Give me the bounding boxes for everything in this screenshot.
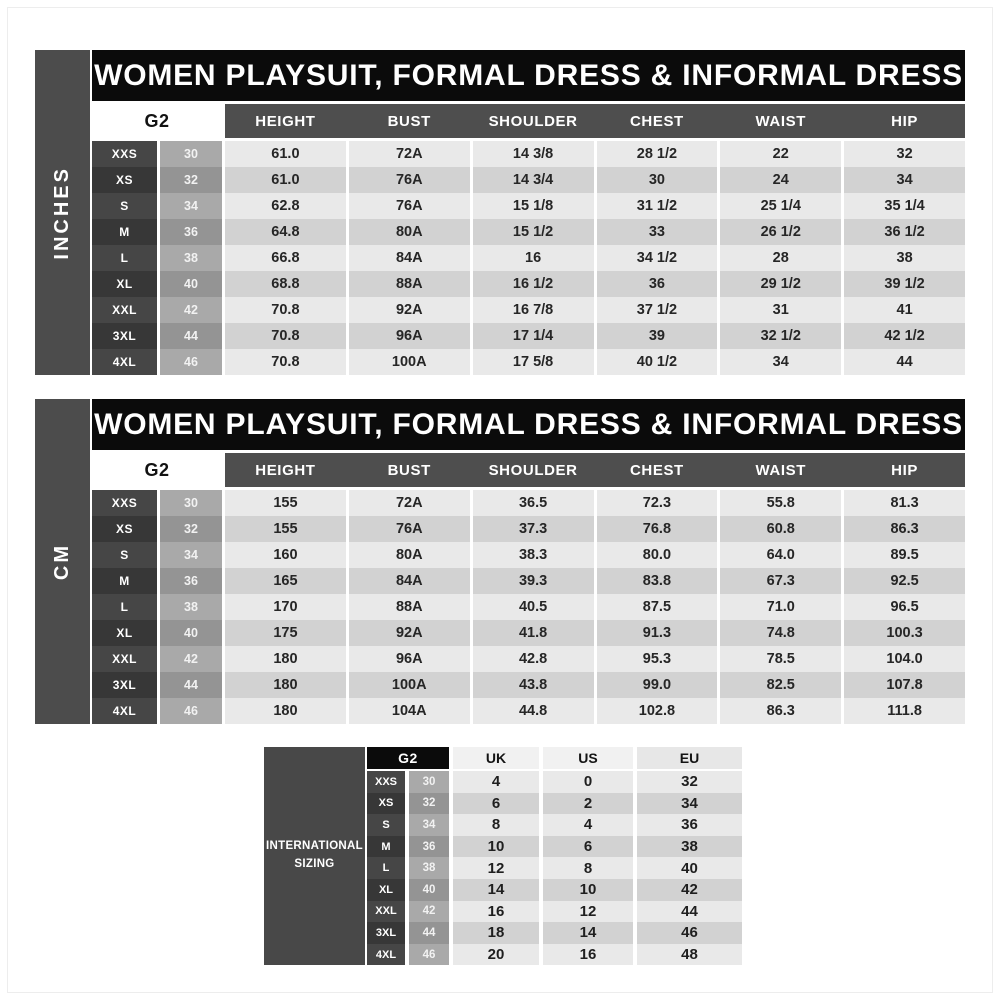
value-cell: 100A bbox=[349, 349, 470, 375]
value-cell: 82.5 bbox=[720, 672, 841, 698]
column-header-hip: HIP bbox=[891, 112, 918, 130]
value-cell: 92A bbox=[349, 620, 470, 646]
size-label: S bbox=[92, 193, 157, 219]
column-header-waist: WAIST bbox=[755, 112, 806, 130]
cm-column-headers bbox=[225, 453, 965, 487]
cm-unit-bar bbox=[35, 399, 90, 724]
value-cell: 37 1/2 bbox=[597, 297, 718, 323]
value-cell: 70.8 bbox=[225, 297, 346, 323]
value-cell: 32 bbox=[637, 771, 742, 793]
value-cell: 155 bbox=[225, 516, 346, 542]
value-cell: 16 bbox=[473, 245, 594, 271]
size-number: 46 bbox=[409, 944, 449, 966]
value-cell: 86.3 bbox=[720, 698, 841, 724]
value-cell: 170 bbox=[225, 594, 346, 620]
size-label: L bbox=[92, 245, 157, 271]
size-label: XS bbox=[92, 167, 157, 193]
value-cell: 36 bbox=[597, 271, 718, 297]
cm-size-table bbox=[35, 399, 965, 724]
value-cell: 20 bbox=[453, 944, 539, 966]
size-number: 32 bbox=[409, 793, 449, 815]
size-number: 30 bbox=[160, 141, 222, 167]
value-cell: 78.5 bbox=[720, 646, 841, 672]
value-cell: 175 bbox=[225, 620, 346, 646]
value-cell: 14 bbox=[453, 879, 539, 901]
size-label: 3XL bbox=[92, 672, 157, 698]
size-label: M bbox=[367, 836, 405, 858]
value-cell: 14 3/8 bbox=[473, 141, 594, 167]
value-cell: 95.3 bbox=[597, 646, 718, 672]
value-cell: 104A bbox=[349, 698, 470, 724]
value-cell: 17 5/8 bbox=[473, 349, 594, 375]
value-cell: 40.5 bbox=[473, 594, 594, 620]
column-header-height: HEIGHT bbox=[255, 461, 316, 479]
value-cell: 48 bbox=[637, 944, 742, 966]
value-cell: 64.0 bbox=[720, 542, 841, 568]
value-cell: 80A bbox=[349, 219, 470, 245]
inches-unit-label: INCHES bbox=[51, 165, 73, 260]
size-label: M bbox=[92, 219, 157, 245]
value-cell: 28 1/2 bbox=[597, 141, 718, 167]
size-number: 40 bbox=[160, 271, 222, 297]
value-cell: 72A bbox=[349, 490, 470, 516]
column-header-eu: EU bbox=[637, 747, 742, 769]
column-header-hip: HIP bbox=[891, 461, 918, 479]
value-cell: 10 bbox=[453, 836, 539, 858]
value-cell: 70.8 bbox=[225, 349, 346, 375]
value-cell: 76.8 bbox=[597, 516, 718, 542]
size-label: 4XL bbox=[367, 944, 405, 966]
value-cell: 180 bbox=[225, 646, 346, 672]
cm-table-title: WOMEN PLAYSUIT, FORMAL DRESS & INFORMAL DRESS bbox=[92, 399, 965, 450]
value-cell: 39 bbox=[597, 323, 718, 349]
value-cell: 17 1/4 bbox=[473, 323, 594, 349]
size-label: XXL bbox=[92, 646, 157, 672]
inches-column-headers bbox=[225, 104, 965, 138]
value-cell: 80A bbox=[349, 542, 470, 568]
group-header-g2: G2 bbox=[92, 104, 222, 138]
value-cell: 62.8 bbox=[225, 193, 346, 219]
value-cell: 6 bbox=[543, 836, 633, 858]
inches-table-body bbox=[92, 50, 965, 375]
size-number: 34 bbox=[160, 542, 222, 568]
size-number: 38 bbox=[160, 245, 222, 271]
size-number: 30 bbox=[160, 490, 222, 516]
size-number: 38 bbox=[160, 594, 222, 620]
value-cell: 44.8 bbox=[473, 698, 594, 724]
value-cell: 91.3 bbox=[597, 620, 718, 646]
value-cell: 46 bbox=[637, 922, 742, 944]
column-header-uk: UK bbox=[453, 747, 539, 769]
value-cell: 72.3 bbox=[597, 490, 718, 516]
size-label: L bbox=[367, 857, 405, 879]
value-cell: 180 bbox=[225, 698, 346, 724]
international-table-grid bbox=[367, 747, 742, 965]
group-header-g2: G2 bbox=[92, 453, 222, 487]
value-cell: 16 7/8 bbox=[473, 297, 594, 323]
column-header-shoulder: SHOULDER bbox=[488, 461, 578, 479]
value-cell: 15 1/8 bbox=[473, 193, 594, 219]
size-number: 36 bbox=[160, 568, 222, 594]
value-cell: 12 bbox=[453, 857, 539, 879]
size-label: XXS bbox=[92, 141, 157, 167]
value-cell: 8 bbox=[453, 814, 539, 836]
size-label: S bbox=[367, 814, 405, 836]
size-label: 3XL bbox=[92, 323, 157, 349]
value-cell: 100.3 bbox=[844, 620, 965, 646]
size-label: XL bbox=[92, 271, 157, 297]
value-cell: 26 1/2 bbox=[720, 219, 841, 245]
value-cell: 76A bbox=[349, 193, 470, 219]
column-header-us: US bbox=[543, 747, 633, 769]
size-number: 42 bbox=[160, 297, 222, 323]
inches-table-grid bbox=[92, 104, 965, 375]
value-cell: 12 bbox=[543, 901, 633, 923]
value-cell: 88A bbox=[349, 271, 470, 297]
inches-table-title: WOMEN PLAYSUIT, FORMAL DRESS & INFORMAL DRESS bbox=[92, 50, 965, 101]
value-cell: 61.0 bbox=[225, 141, 346, 167]
size-label: XXL bbox=[367, 901, 405, 923]
value-cell: 102.8 bbox=[597, 698, 718, 724]
value-cell: 89.5 bbox=[844, 542, 965, 568]
value-cell: 87.5 bbox=[597, 594, 718, 620]
cm-unit-label: CM bbox=[51, 542, 73, 581]
size-label: 3XL bbox=[367, 922, 405, 944]
value-cell: 34 bbox=[844, 167, 965, 193]
value-cell: 44 bbox=[637, 901, 742, 923]
size-label: XS bbox=[367, 793, 405, 815]
value-cell: 96A bbox=[349, 323, 470, 349]
value-cell: 10 bbox=[543, 879, 633, 901]
column-header-bust: BUST bbox=[387, 461, 431, 479]
value-cell: 42.8 bbox=[473, 646, 594, 672]
value-cell: 61.0 bbox=[225, 167, 346, 193]
size-label: S bbox=[92, 542, 157, 568]
value-cell: 66.8 bbox=[225, 245, 346, 271]
value-cell: 165 bbox=[225, 568, 346, 594]
value-cell: 32 1/2 bbox=[720, 323, 841, 349]
size-number: 42 bbox=[409, 901, 449, 923]
value-cell: 67.3 bbox=[720, 568, 841, 594]
value-cell: 81.3 bbox=[844, 490, 965, 516]
value-cell: 96A bbox=[349, 646, 470, 672]
inches-size-table bbox=[35, 50, 965, 375]
value-cell: 0 bbox=[543, 771, 633, 793]
value-cell: 15 1/2 bbox=[473, 219, 594, 245]
size-label: XS bbox=[92, 516, 157, 542]
value-cell: 34 1/2 bbox=[597, 245, 718, 271]
value-cell: 60.8 bbox=[720, 516, 841, 542]
value-cell: 34 bbox=[637, 793, 742, 815]
value-cell: 70.8 bbox=[225, 323, 346, 349]
size-number: 34 bbox=[160, 193, 222, 219]
value-cell: 84A bbox=[349, 568, 470, 594]
size-number: 32 bbox=[160, 516, 222, 542]
size-number: 32 bbox=[160, 167, 222, 193]
value-cell: 36 1/2 bbox=[844, 219, 965, 245]
size-number: 36 bbox=[160, 219, 222, 245]
size-number: 44 bbox=[160, 323, 222, 349]
value-cell: 111.8 bbox=[844, 698, 965, 724]
size-number: 30 bbox=[409, 771, 449, 793]
size-label: 4XL bbox=[92, 698, 157, 724]
value-cell: 86.3 bbox=[844, 516, 965, 542]
size-number: 46 bbox=[160, 349, 222, 375]
value-cell: 92.5 bbox=[844, 568, 965, 594]
value-cell: 30 bbox=[597, 167, 718, 193]
value-cell: 100A bbox=[349, 672, 470, 698]
size-number: 40 bbox=[409, 879, 449, 901]
column-header-waist: WAIST bbox=[755, 461, 806, 479]
value-cell: 36.5 bbox=[473, 490, 594, 516]
value-cell: 92A bbox=[349, 297, 470, 323]
international-sizing-table bbox=[264, 747, 742, 965]
size-number: 36 bbox=[409, 836, 449, 858]
size-number: 44 bbox=[160, 672, 222, 698]
size-number: 34 bbox=[409, 814, 449, 836]
value-cell: 16 bbox=[543, 944, 633, 966]
column-header-shoulder: SHOULDER bbox=[488, 112, 578, 130]
value-cell: 32 bbox=[844, 141, 965, 167]
value-cell: 16 bbox=[453, 901, 539, 923]
value-cell: 18 bbox=[453, 922, 539, 944]
size-number: 42 bbox=[160, 646, 222, 672]
value-cell: 38 bbox=[844, 245, 965, 271]
value-cell: 55.8 bbox=[720, 490, 841, 516]
value-cell: 44 bbox=[844, 349, 965, 375]
value-cell: 43.8 bbox=[473, 672, 594, 698]
value-cell: 29 1/2 bbox=[720, 271, 841, 297]
value-cell: 88A bbox=[349, 594, 470, 620]
value-cell: 96.5 bbox=[844, 594, 965, 620]
value-cell: 42 1/2 bbox=[844, 323, 965, 349]
value-cell: 76A bbox=[349, 167, 470, 193]
size-label: L bbox=[92, 594, 157, 620]
value-cell: 25 1/4 bbox=[720, 193, 841, 219]
value-cell: 160 bbox=[225, 542, 346, 568]
value-cell: 76A bbox=[349, 516, 470, 542]
size-label: XXL bbox=[92, 297, 157, 323]
value-cell: 72A bbox=[349, 141, 470, 167]
cm-table-grid bbox=[92, 453, 965, 724]
value-cell: 34 bbox=[720, 349, 841, 375]
size-label: 4XL bbox=[92, 349, 157, 375]
value-cell: 83.8 bbox=[597, 568, 718, 594]
value-cell: 38 bbox=[637, 836, 742, 858]
value-cell: 74.8 bbox=[720, 620, 841, 646]
value-cell: 41 bbox=[844, 297, 965, 323]
inches-unit-bar bbox=[35, 50, 90, 375]
column-header-height: HEIGHT bbox=[255, 112, 316, 130]
value-cell: 24 bbox=[720, 167, 841, 193]
value-cell: 180 bbox=[225, 672, 346, 698]
value-cell: 14 bbox=[543, 922, 633, 944]
value-cell: 41.8 bbox=[473, 620, 594, 646]
size-number: 46 bbox=[160, 698, 222, 724]
value-cell: 68.8 bbox=[225, 271, 346, 297]
size-label: XXS bbox=[367, 771, 405, 793]
value-cell: 40 1/2 bbox=[597, 349, 718, 375]
value-cell: 99.0 bbox=[597, 672, 718, 698]
value-cell: 6 bbox=[453, 793, 539, 815]
cm-table-body bbox=[92, 399, 965, 724]
value-cell: 80.0 bbox=[597, 542, 718, 568]
value-cell: 38.3 bbox=[473, 542, 594, 568]
size-number: 40 bbox=[160, 620, 222, 646]
value-cell: 84A bbox=[349, 245, 470, 271]
value-cell: 28 bbox=[720, 245, 841, 271]
value-cell: 71.0 bbox=[720, 594, 841, 620]
international-sizing-label: INTERNATIONAL SIZING bbox=[264, 747, 365, 965]
size-number: 44 bbox=[409, 922, 449, 944]
value-cell: 39 1/2 bbox=[844, 271, 965, 297]
value-cell: 2 bbox=[543, 793, 633, 815]
group-header-g2: G2 bbox=[367, 747, 449, 769]
column-header-chest: CHEST bbox=[629, 112, 684, 130]
value-cell: 14 3/4 bbox=[473, 167, 594, 193]
value-cell: 4 bbox=[543, 814, 633, 836]
value-cell: 155 bbox=[225, 490, 346, 516]
value-cell: 4 bbox=[453, 771, 539, 793]
size-label: XL bbox=[367, 879, 405, 901]
value-cell: 39.3 bbox=[473, 568, 594, 594]
value-cell: 64.8 bbox=[225, 219, 346, 245]
value-cell: 104.0 bbox=[844, 646, 965, 672]
size-label: M bbox=[92, 568, 157, 594]
value-cell: 31 1/2 bbox=[597, 193, 718, 219]
size-label: XXS bbox=[92, 490, 157, 516]
value-cell: 31 bbox=[720, 297, 841, 323]
value-cell: 33 bbox=[597, 219, 718, 245]
value-cell: 37.3 bbox=[473, 516, 594, 542]
value-cell: 42 bbox=[637, 879, 742, 901]
value-cell: 107.8 bbox=[844, 672, 965, 698]
value-cell: 36 bbox=[637, 814, 742, 836]
size-label: XL bbox=[92, 620, 157, 646]
value-cell: 8 bbox=[543, 857, 633, 879]
value-cell: 16 1/2 bbox=[473, 271, 594, 297]
value-cell: 22 bbox=[720, 141, 841, 167]
size-number: 38 bbox=[409, 857, 449, 879]
column-header-chest: CHEST bbox=[629, 461, 684, 479]
column-header-bust: BUST bbox=[387, 112, 431, 130]
value-cell: 40 bbox=[637, 857, 742, 879]
value-cell: 35 1/4 bbox=[844, 193, 965, 219]
